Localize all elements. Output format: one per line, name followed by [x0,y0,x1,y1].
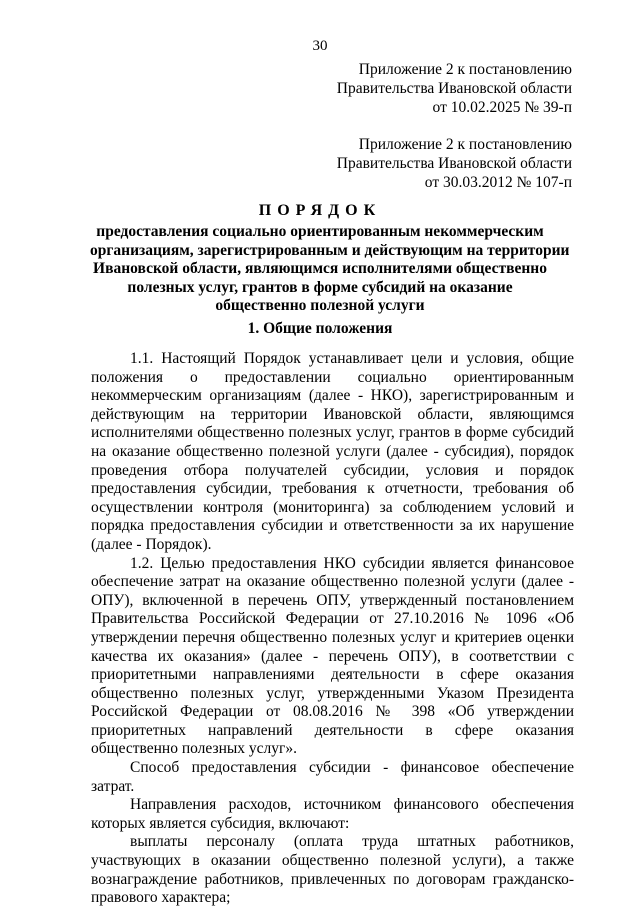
appendix-line: Приложение 2 к постановлению [358,61,572,78]
section-heading: 1. Общие положения [247,320,393,337]
appendix-line: от 10.02.2025 № 39-п [432,99,572,116]
paragraph-1-2: 1.2. Целью предоставления НКО субсидии является финансовое обеспечение затрат на оказание общественно полезной услуги (далее - ОПУ), включенной в перечень ОПУ, утвержденный постановлением Правительства Российской Федерации от 27.10.2016 № 1096 «Об утверждении перечня общественно полезных услуг и критериев оценки качества их оказания» (далее - перечень ОПУ), в соответствии с приоритетными направлениями деятельности в сфере оказания общественно полезных услуг, утвержденными Указом Президента Российской Федерации от 08.08.2016 № 398 «Об утверждении приоритетных направлений деятельности в сфере оказания общественно полезных услуг». [91,554,574,758]
document-body [91,350,574,908]
paragraph-expense-directions: Направления расходов, источником финансового обеспечения которых является субсидия, включают: [91,796,574,832]
subtitle-line: Ивановской области, являющимся исполнителями общественно [93,260,547,278]
appendix-line: Правительства Ивановской области [336,80,572,97]
subtitle-line: общественно полезной услуги [215,297,425,315]
subtitle-line: полезных услуг, грантов в форме субсидий на оказание [127,278,513,296]
paragraph-method: Способ предоставления субсидии - финансовое обеспечение затрат. [91,759,574,795]
document-subtitle [90,223,570,316]
appendix-line: Приложение 2 к постановлению [358,136,572,153]
page-number: 30 [312,38,328,54]
appendix-reference-current [337,60,572,117]
appendix-line: Правительства Ивановской области [336,155,572,172]
subtitle-line: предоставления социально ориентированным некоммерческим [96,223,544,240]
subtitle-line: организациям, зарегистрированным и действующим на территории [90,241,570,259]
appendix-reference-original [337,135,572,192]
document-title: ПОРЯДОК [258,202,382,219]
appendix-line: от 30.03.2012 № 107-п [424,174,572,191]
paragraph-staff-payments: выплаты персоналу (оплата труда штатных работников, участвующих в оказании общественно полезной услуги), а также вознаграждение работников, привлеченных по договорам гражданско-правового характера; [91,833,574,907]
paragraph-1-1: 1.1. Настоящий Порядок устанавливает цели и условия, общие положения о предоставлении социально ориентированным некоммерческим организациям (далее - НКО), зарегистрированным и действующим на территории Ивановской области, являющимся исполнителями общественно полезных услуг, грантов в форме субсидий на оказание общественно полезной услуги (далее - субсидия), порядок проведения отбора получателей субсидии, условия и порядок предоставления субсидии, требования к отчетности, требования об осуществлении контроля (мониторинга) за соблюдением условий и порядка предоставления субсидии и ответственности за их нарушение (далее - Порядок). [91,350,574,553]
